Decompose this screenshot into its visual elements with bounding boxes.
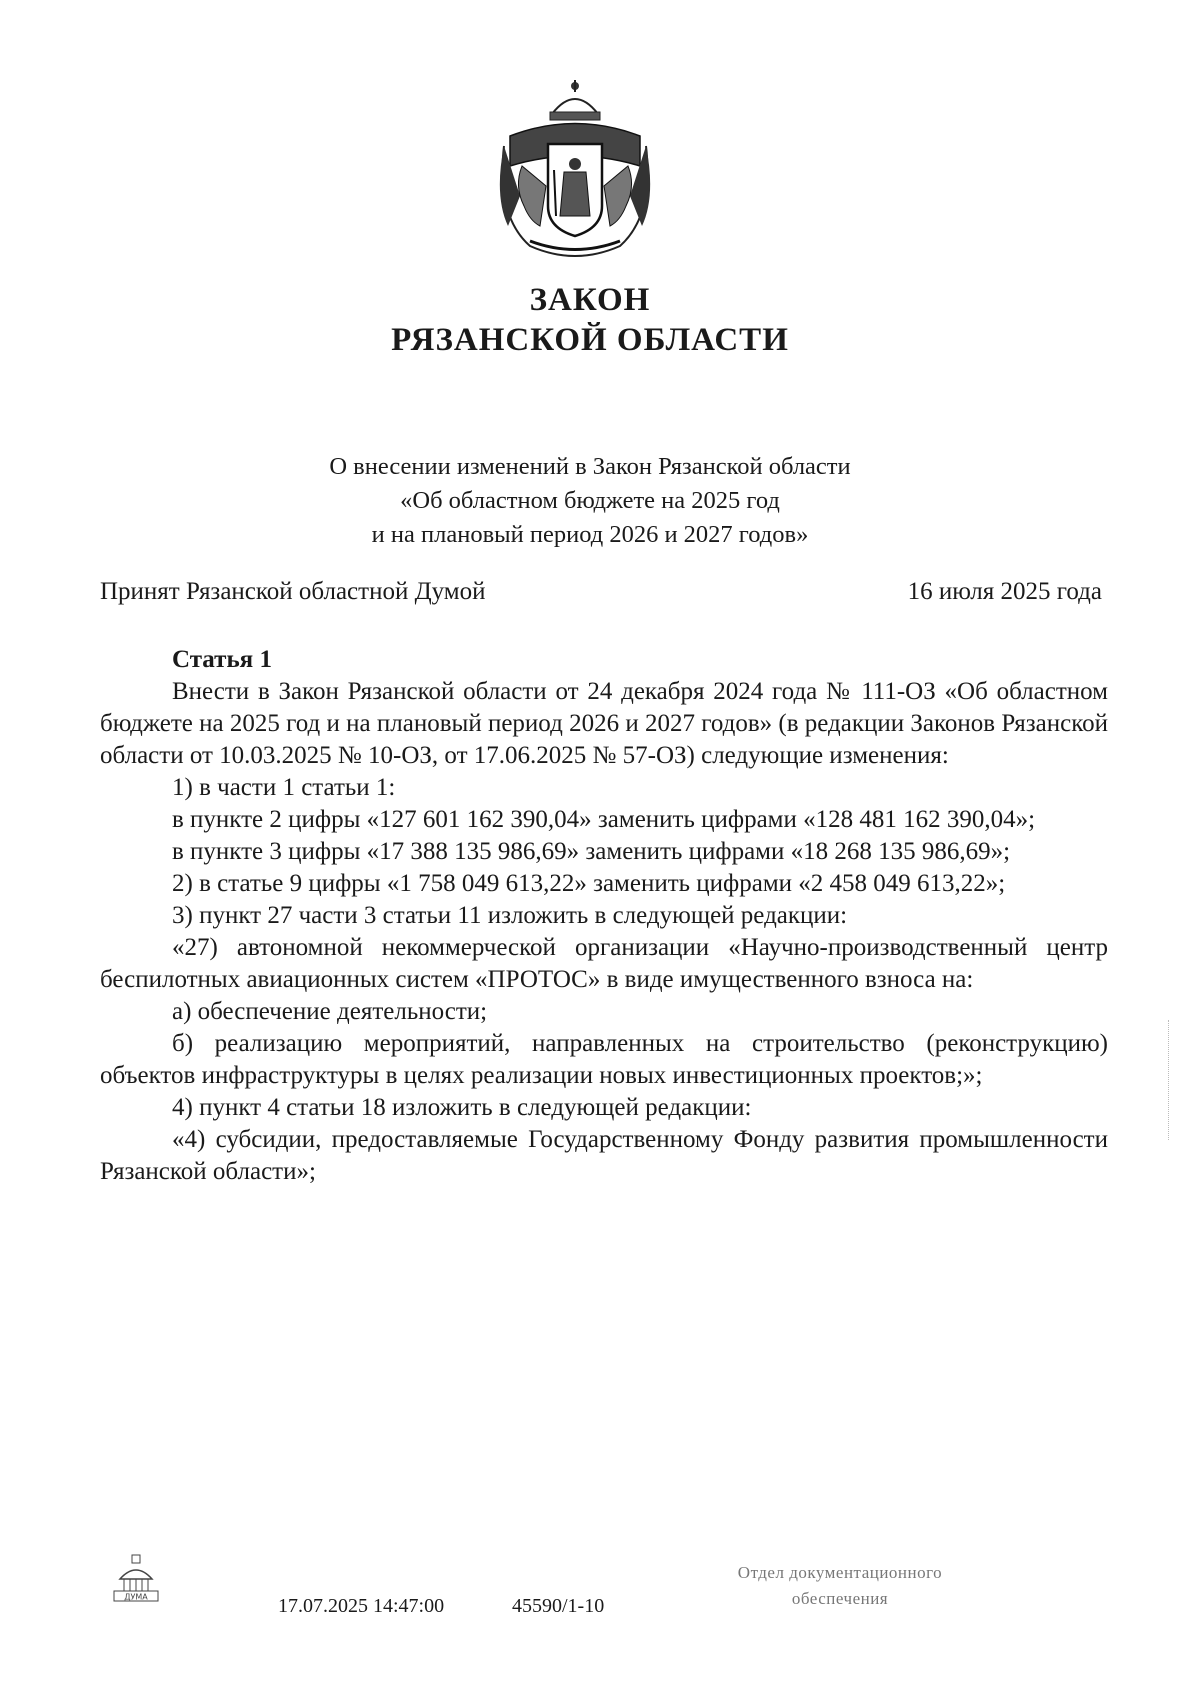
- list-item-text: «27) автономной некоммерческой организации «Научно-производственный центр беспилотных авиационных систем «ПРОТОС» в виде имущественного взноса на:: [100, 934, 1108, 993]
- department-stamp: [680, 1560, 1000, 1612]
- duma-logo-icon: [110, 1553, 162, 1605]
- subject-line: и на плановый период 2026 и 2027 годов»: [371, 521, 809, 548]
- article-intro: Внести в Закон Рязанской области от 24 декабря 2024 года № 111-ОЗ «Об областном бюджете на 2025 год и на плановый период 2026 и 2027 годов» (в редакции Законов Рязанской области от 10.03.2025 № 10-ОЗ, от 17.06.2025 № 57-ОЗ) следующие изменения:: [100, 678, 1108, 769]
- list-subitem: в пункте 2 цифры «127 601 162 390,04» заменить цифрами «128 481 162 390,04»;: [172, 806, 1036, 833]
- list-subitem: б) реализацию мероприятий, направленных на строительство (реконструкцию) объектов инфраструктуры в целях реализации новых инвестиционных проектов;»;: [100, 1030, 1108, 1089]
- subject-line: «Об областном бюджете на 2025 год: [400, 487, 780, 514]
- footer-reg-number: 45590/1-10: [512, 1595, 605, 1617]
- stamp-line: обеспечения: [791, 1589, 889, 1608]
- adopted-date: 16 июля 2025 года: [907, 578, 1102, 605]
- article-heading: Статья 1: [172, 646, 272, 673]
- law-title: ЗАКОН: [529, 282, 651, 318]
- list-subitem: а) обеспечение деятельности;: [172, 998, 488, 1025]
- list-item: 3) пункт 27 части 3 статьи 11 изложить в следующей редакции:: [172, 902, 848, 929]
- stamp-line: Отдел документационного: [737, 1563, 943, 1582]
- footer-timestamp: 17.07.2025 14:47:00: [278, 1595, 445, 1617]
- law-subject: [240, 450, 940, 552]
- list-item: 2) в статье 9 цифры «1 758 049 613,22» заменить цифрами «2 458 049 613,22»;: [172, 870, 1006, 897]
- adopted-by: Принят Рязанской областной Думой: [100, 578, 486, 605]
- list-subitem: в пункте 3 цифры «17 388 135 986,69» заменить цифрами «18 268 135 986,69»;: [172, 838, 1011, 865]
- law-region: РЯЗАНСКОЙ ОБЛАСТИ: [391, 322, 789, 358]
- article-body: [100, 644, 1108, 1188]
- subject-line: О внесении изменений в Закон Рязанской области: [329, 453, 851, 480]
- list-item-text: «4) субсидии, предоставляемые Государственному Фонду развития промышленности Рязанской области»;: [100, 1126, 1108, 1185]
- coat-of-arms-emblem: [490, 76, 660, 266]
- list-item: 1) в части 1 статьи 1:: [172, 774, 396, 801]
- scan-edge-mark: [1168, 1020, 1170, 1140]
- list-item: 4) пункт 4 статьи 18 изложить в следующей редакции:: [172, 1094, 752, 1121]
- duma-logo-text: ДУМА: [124, 1592, 148, 1602]
